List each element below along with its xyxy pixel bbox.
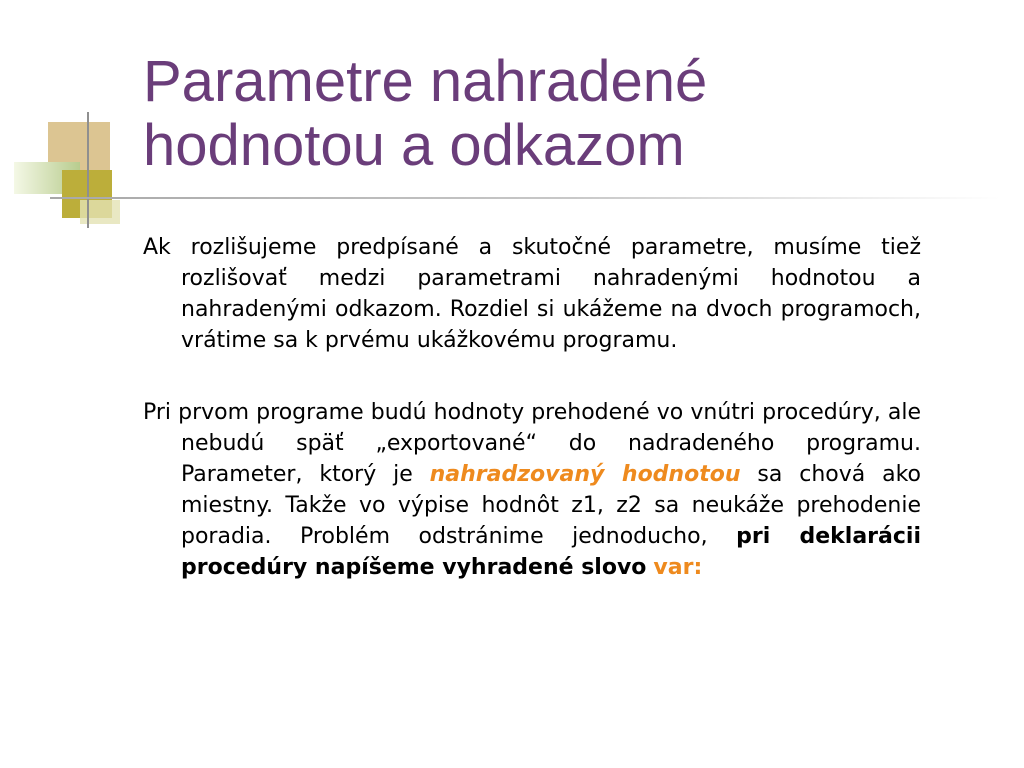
slide-title-line1: Parametre nahradené	[143, 49, 708, 114]
slide-title-line2: hodnotou a odkazom	[143, 113, 685, 178]
keyword-var: var:	[653, 555, 703, 580]
paragraph-2-text-start: Pri prvom programe budú hodnoty prehodené vo vnútri procedúry, ale nebudú späť „exportované“ do nadradeného programu. Parameter, ktorý je	[143, 400, 921, 487]
highlight-by-value: nahradzovaný hodnotou	[429, 462, 741, 487]
paragraph-1: Ak rozlišujeme predpísané a skutočné parametre, musíme tiež rozlišovať medzi parametrami nahradenými hodnotou a nahradenými odkazom. Rozdiel si ukážeme na dvoch programoch, vrátime sa k prvému ukážkovému programu.	[143, 235, 921, 353]
decor-square-pale	[80, 200, 120, 224]
slide-body	[143, 232, 921, 624]
paragraph-2-text-middle: sa chová ako miestny. Takže vo výpise hodnôt z1, z2 sa neukáže prehodenie poradia. Problém odstránime jednoducho,	[181, 462, 922, 549]
slide-title	[143, 50, 707, 178]
decor-horizontal-line	[50, 197, 1000, 199]
bold-instruction: pri deklarácii procedúry napíšeme vyhradené slovo	[181, 524, 921, 580]
decor-vertical-line	[87, 112, 89, 228]
paragraph-2	[143, 397, 921, 583]
